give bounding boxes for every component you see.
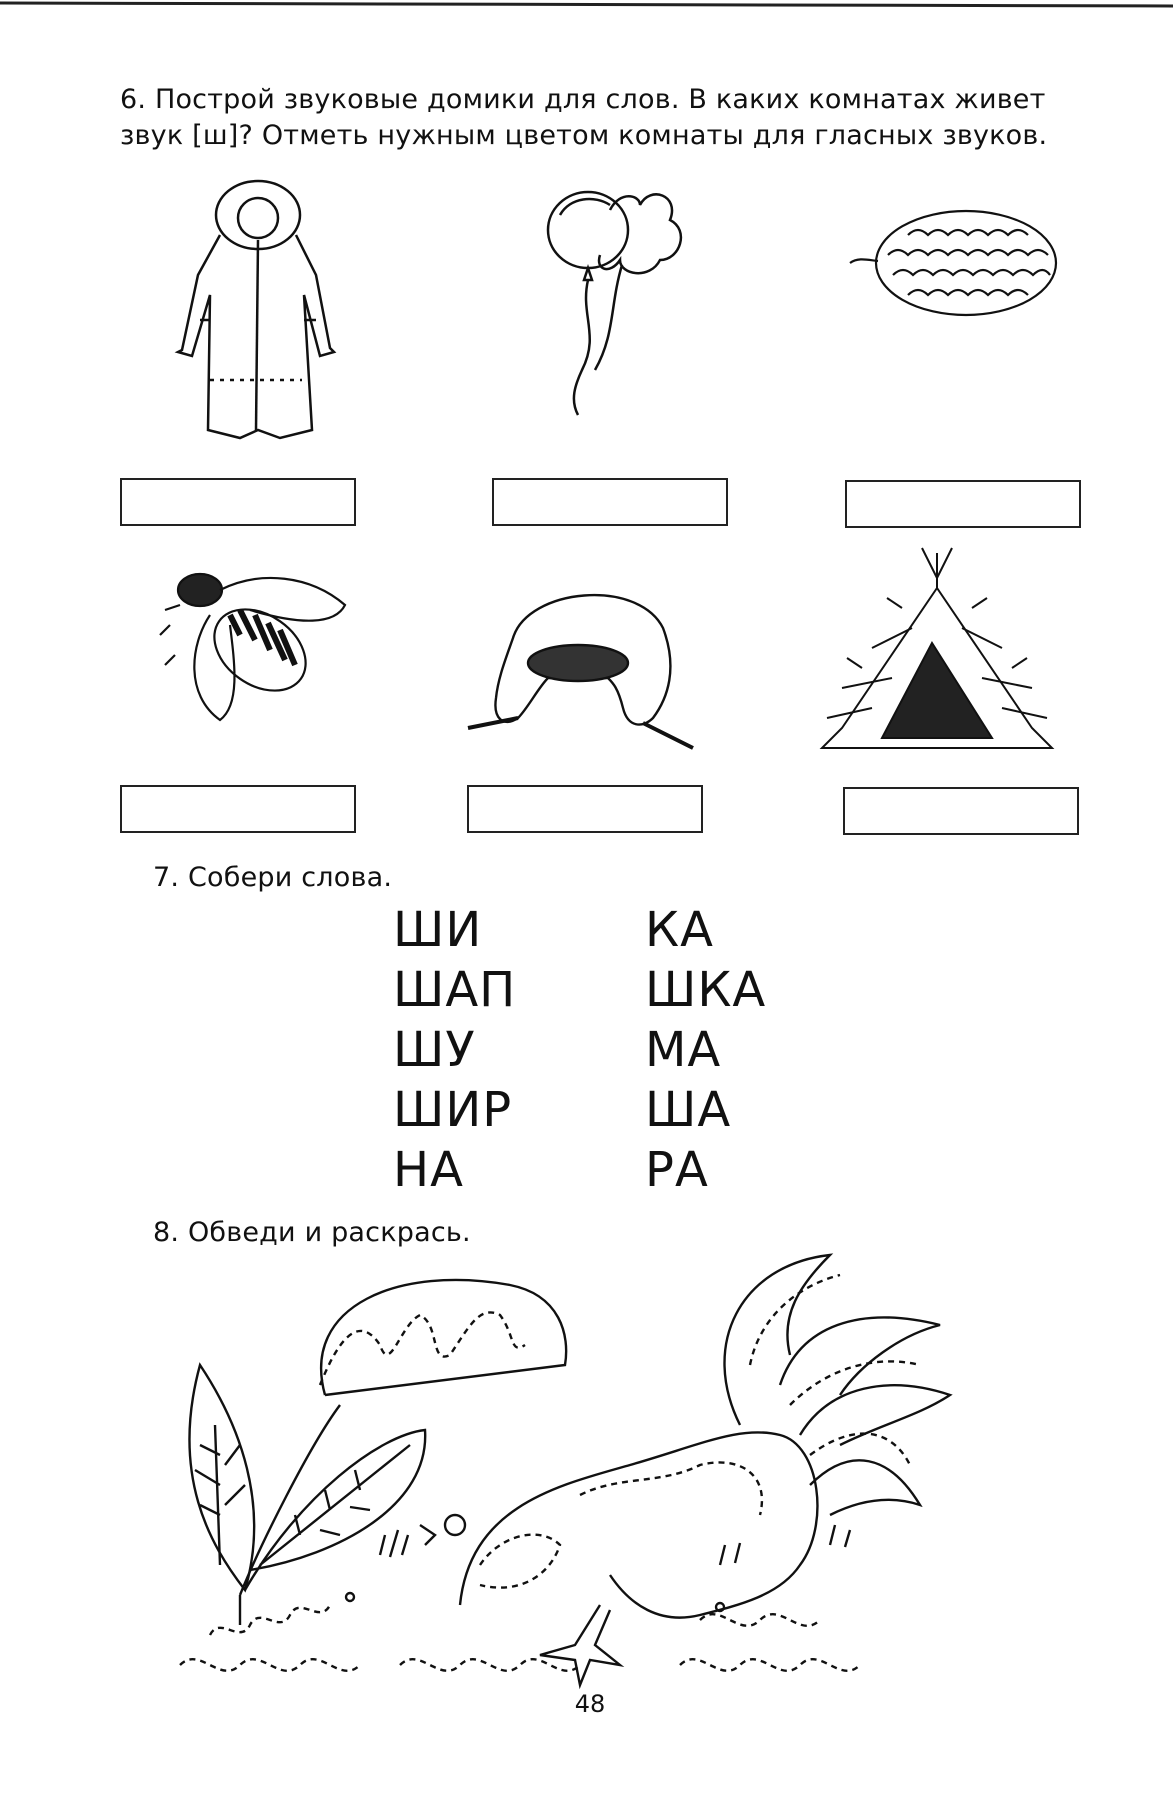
syllable-left[interactable]: ШИР — [393, 1082, 513, 1138]
syllable-right[interactable]: ШКА — [645, 962, 767, 1018]
task7-title: 7. Собери слова. — [153, 862, 393, 893]
syllable-left[interactable]: НА — [393, 1142, 464, 1198]
task6-line2: звук [ш]? Отметь нужным цветом комнаты для гласных звуков. — [120, 120, 1048, 151]
syllable-left[interactable]: ШУ — [393, 1022, 476, 1078]
answer-box-hat[interactable] — [467, 785, 703, 833]
syllable-right[interactable]: РА — [645, 1142, 709, 1198]
hut-icon — [812, 548, 1062, 758]
syllable-right[interactable]: МА — [645, 1022, 722, 1078]
syllables-right-column — [645, 900, 766, 1200]
syllable-right[interactable]: ША — [645, 1082, 732, 1138]
syllables-left-column — [393, 900, 516, 1200]
page-number: 48 — [574, 1690, 606, 1718]
rooster-tracing-icon[interactable] — [180, 1245, 980, 1705]
answer-box-hut[interactable] — [843, 787, 1079, 835]
fur-coat-icon — [170, 180, 340, 450]
pine-cone-icon — [848, 205, 1063, 325]
answer-box-balloons[interactable] — [492, 478, 728, 526]
balloons-icon — [540, 185, 700, 425]
syllable-left[interactable]: ШАП — [393, 962, 517, 1018]
answer-box-bee[interactable] — [120, 785, 356, 833]
answer-box-coat[interactable] — [120, 478, 356, 526]
task6-instructions — [120, 82, 1080, 154]
page-top-border — [0, 0, 1173, 12]
task6-line1: 6. Построй звуковые домики для слов. В каких комнатах живет — [120, 84, 1046, 115]
fur-hat-icon — [468, 578, 708, 753]
syllable-right[interactable]: КА — [645, 902, 714, 958]
bumblebee-icon — [160, 565, 365, 725]
task8-title: 8. Обведи и раскрась. — [153, 1217, 471, 1248]
answer-box-cone[interactable] — [845, 480, 1081, 528]
syllable-left[interactable]: ШИ — [393, 902, 483, 958]
